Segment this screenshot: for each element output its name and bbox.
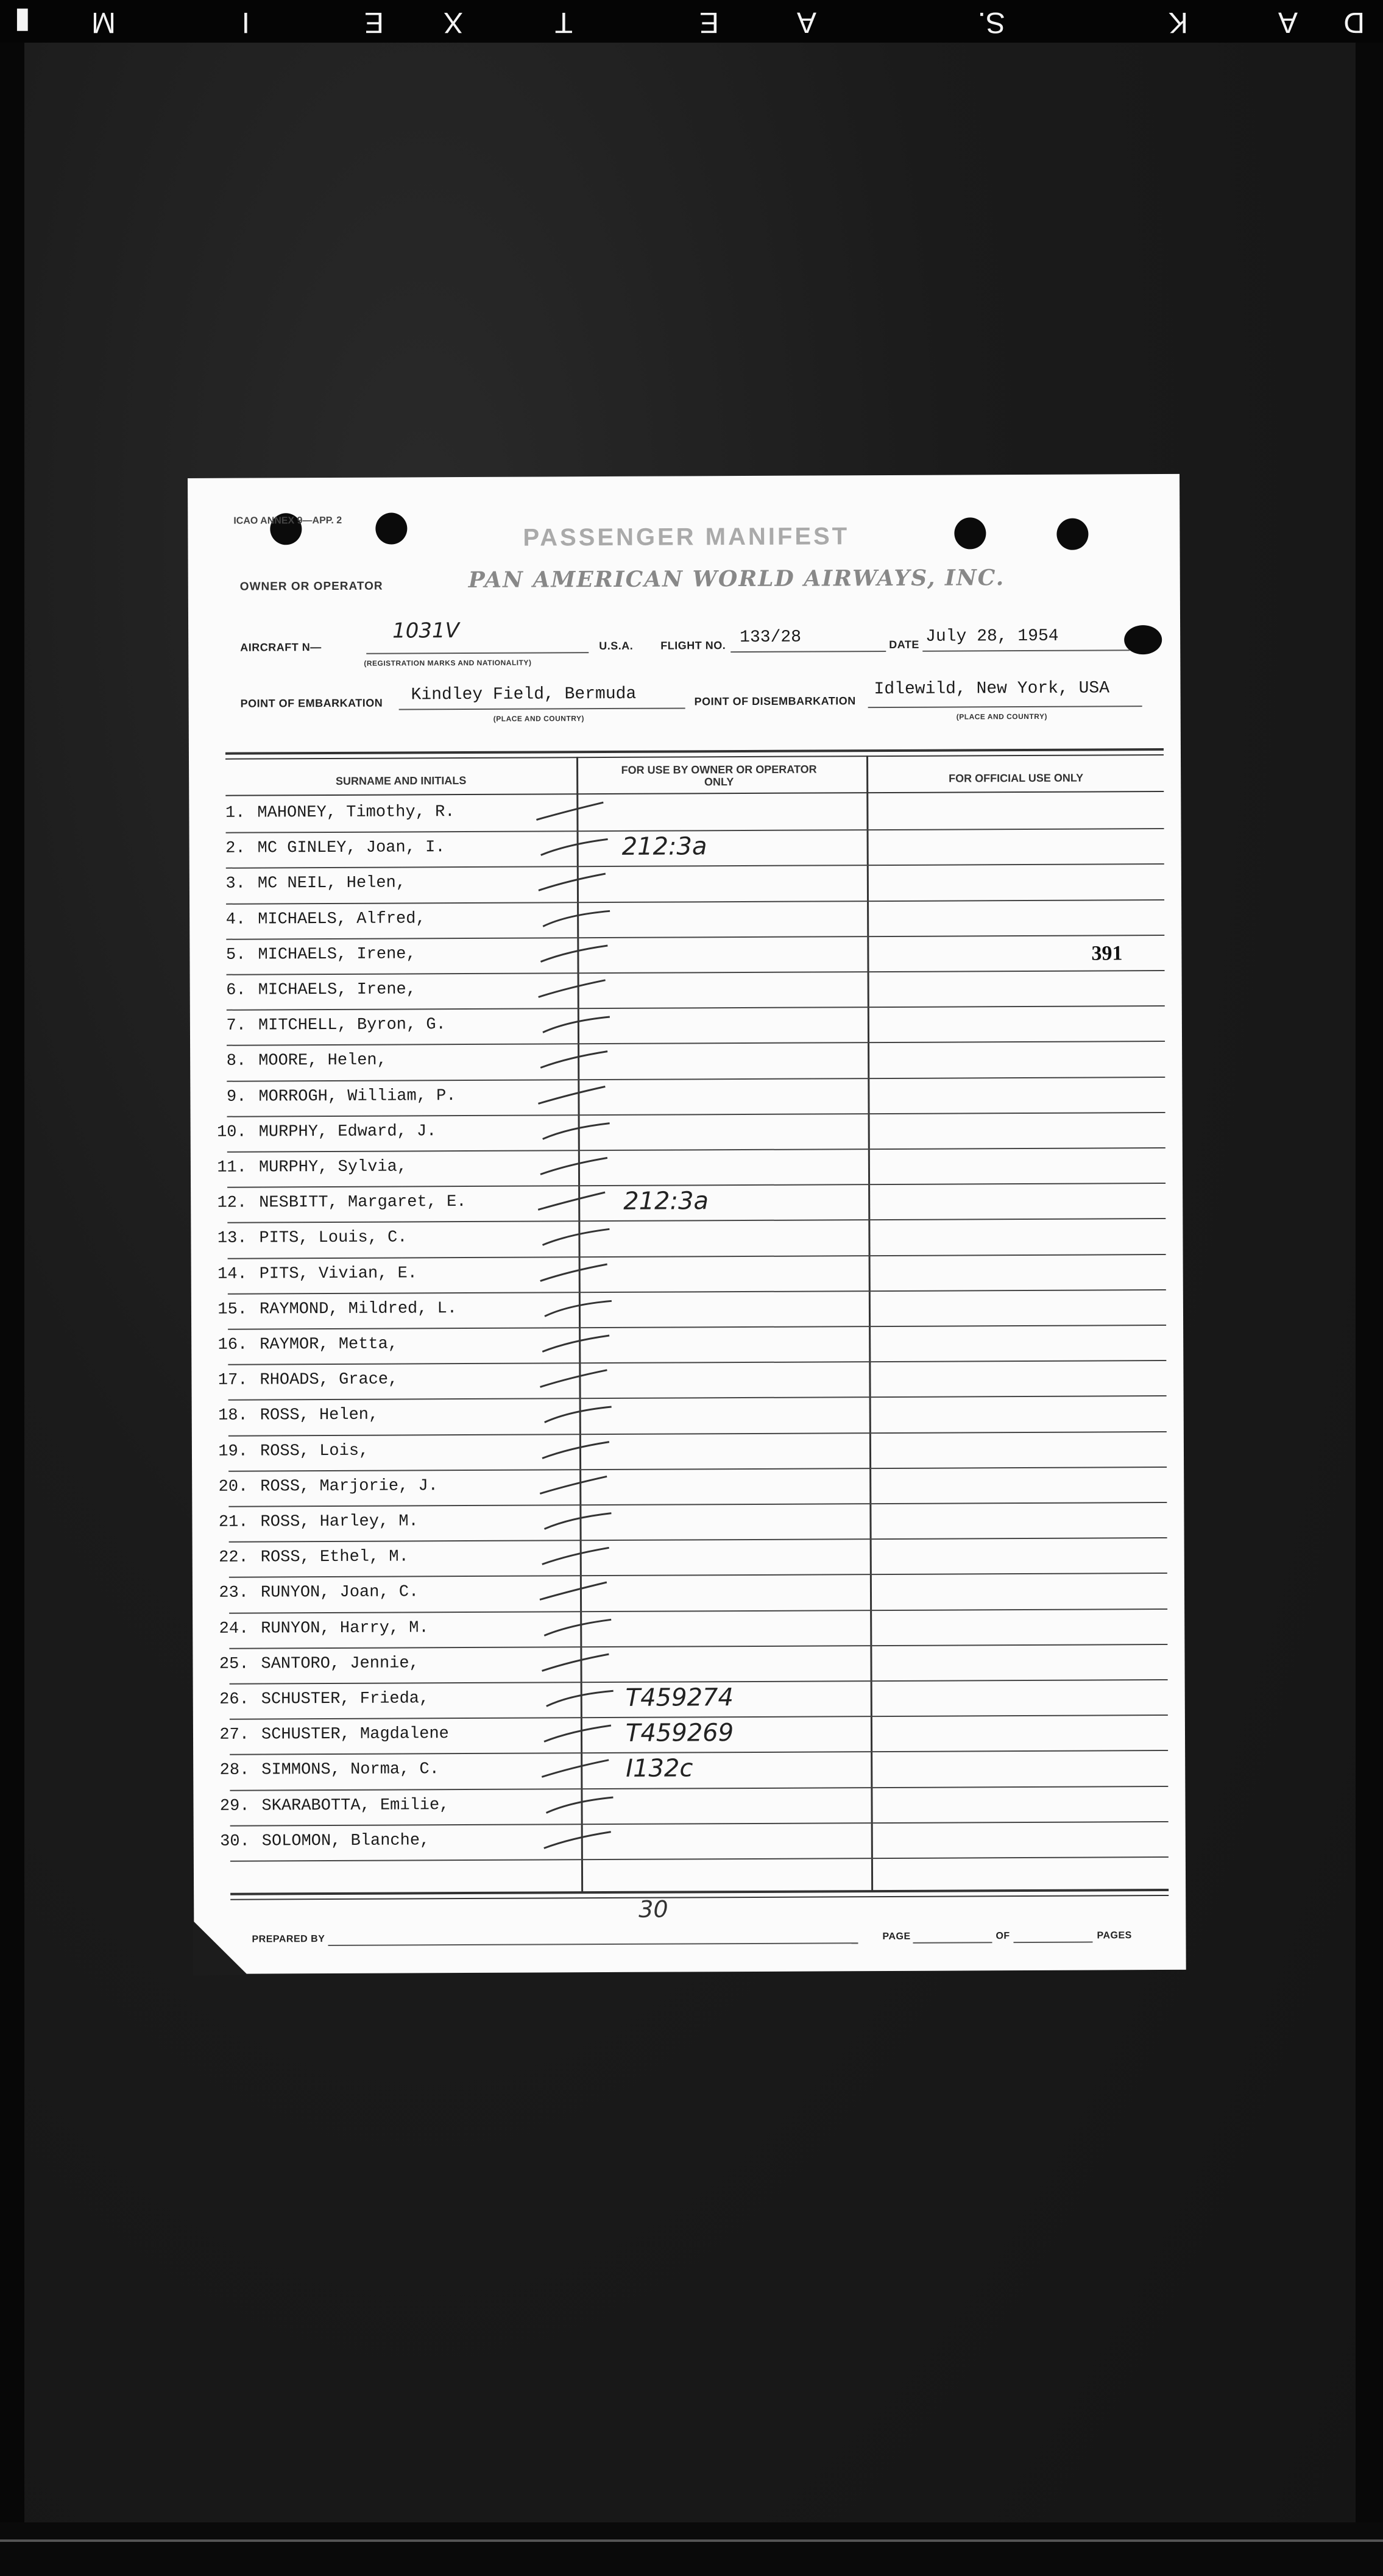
- film-edge-left: [0, 0, 24, 2576]
- check-mark-icon: [534, 1614, 625, 1639]
- row-number: 10.: [217, 1123, 247, 1142]
- row-number: 27.: [219, 1725, 250, 1744]
- punch-hole: [375, 512, 407, 544]
- table-row: [215, 1184, 1165, 1223]
- row-number: 29.: [219, 1797, 250, 1816]
- check-mark-icon: [532, 1189, 623, 1214]
- film-edge-top: [0, 0, 1383, 43]
- check-mark-icon: [534, 1543, 625, 1568]
- row-number: 15.: [218, 1300, 248, 1319]
- table-row: [216, 1468, 1167, 1507]
- table-top-rule-inner: [225, 754, 1164, 760]
- film-edge-right: [1356, 0, 1383, 2576]
- table-row: [216, 1432, 1167, 1472]
- check-mark-icon: [534, 1721, 626, 1746]
- table-row: [215, 1219, 1165, 1259]
- check-mark-icon: [535, 1827, 626, 1852]
- check-mark-icon: [534, 1756, 626, 1781]
- film-letter: D: [1343, 6, 1365, 38]
- of-label: OF: [996, 1931, 1010, 1942]
- disembarkation-sublabel: (PLACE AND COUNTRY): [956, 712, 1048, 721]
- passenger-name: MAHONEY, Timothy, R.: [257, 803, 455, 823]
- film-edge-bottom: [0, 2522, 1383, 2576]
- film-letter: E: [699, 6, 719, 38]
- passenger-name: MITCHELL, Byron, G.: [258, 1016, 446, 1035]
- check-mark-icon: [534, 1579, 625, 1604]
- table-row: [214, 901, 1164, 940]
- check-mark-icon: [532, 1295, 624, 1320]
- table-row: [214, 865, 1164, 904]
- row-number: 6.: [226, 981, 246, 1000]
- table-row: [214, 1007, 1165, 1046]
- aircraft-label: AIRCRAFT N—: [240, 641, 322, 654]
- film-letter: A: [796, 6, 816, 38]
- table-top-rule: [225, 748, 1164, 755]
- passenger-name: ROSS, Marjorie, J.: [260, 1477, 438, 1496]
- passenger-name: SCHUSTER, Frieda,: [261, 1690, 430, 1709]
- check-mark-icon: [532, 1118, 623, 1143]
- row-number: 2.: [225, 839, 246, 858]
- check-mark-icon: [531, 976, 623, 1001]
- table-row: [214, 829, 1164, 869]
- operator-note: T459274: [625, 1683, 734, 1712]
- film-letter: K: [1168, 6, 1188, 38]
- page-title: PASSENGER MANIFEST: [523, 523, 850, 551]
- aircraft-sublabel: (REGISTRATION MARKS AND NATIONALITY): [364, 658, 532, 668]
- row-number: 1.: [225, 804, 246, 823]
- passenger-name: MC NEIL, Helen,: [257, 874, 406, 893]
- film-letter: S.: [977, 6, 1005, 38]
- passenger-name: MURPHY, Edward, J.: [258, 1122, 437, 1142]
- table-row: [218, 1787, 1168, 1827]
- film-letter: A: [1278, 6, 1298, 38]
- check-mark-icon: [534, 1650, 625, 1675]
- passenger-name: PITS, Vivian, E.: [259, 1264, 418, 1284]
- flight-label: FLIGHT NO.: [660, 639, 726, 652]
- passenger-name: SIMMONS, Norma, C.: [261, 1760, 439, 1780]
- date-label: DATE: [889, 638, 919, 651]
- check-mark-icon: [534, 1685, 626, 1710]
- check-mark-icon: [532, 1153, 623, 1178]
- passenger-name: RAYMOND, Mildred, L.: [259, 1299, 458, 1319]
- check-mark-icon: [532, 1259, 624, 1284]
- passenger-name: RHOADS, Grace,: [260, 1370, 398, 1390]
- flight-underline: [730, 651, 886, 653]
- operator-note: T459269: [625, 1719, 734, 1748]
- row-number: 11.: [217, 1158, 247, 1177]
- check-mark-icon: [531, 1047, 623, 1072]
- passenger-name: NESBITT, Margaret, E.: [259, 1193, 467, 1212]
- table-row: [218, 1751, 1168, 1791]
- airline-name: PAN AMERICAN WORLD AIRWAYS, INC.: [468, 565, 1005, 593]
- embarkation-underline: [399, 707, 685, 710]
- table-row: [214, 936, 1164, 975]
- date-underline: [922, 649, 1130, 651]
- passenger-name: SOLOMON, Blanche,: [261, 1831, 430, 1851]
- film-letter: I: [241, 6, 250, 38]
- passenger-name: PITS, Louis, C.: [259, 1228, 408, 1248]
- check-mark-icon: [531, 869, 622, 894]
- table-row: [214, 971, 1165, 1011]
- check-mark-icon: [531, 1082, 623, 1107]
- check-mark-icon: [534, 1791, 626, 1816]
- punch-hole: [954, 517, 986, 549]
- check-mark-icon: [530, 799, 621, 824]
- sheet-corner: [193, 1920, 247, 1975]
- column-header-official: FOR OFFICIAL USE ONLY: [949, 771, 1084, 785]
- row-rule: [230, 1856, 1169, 1862]
- film-letter: X: [443, 6, 463, 38]
- passenger-name: MOORE, Helen,: [258, 1051, 387, 1070]
- disembarkation-underline: [868, 706, 1142, 708]
- passenger-name: MORROGH, William, P.: [258, 1086, 456, 1106]
- check-mark-icon: [532, 1366, 624, 1391]
- film-letter: T: [554, 6, 573, 38]
- embarkation-label: POINT OF EMBARKATION: [240, 696, 383, 710]
- table-row: [216, 1503, 1167, 1543]
- row-number: 26.: [219, 1690, 249, 1709]
- row-number: 19.: [218, 1442, 249, 1461]
- page-label: PAGE: [882, 1931, 911, 1942]
- passenger-name: SKARABOTTA, Emilie,: [261, 1796, 450, 1816]
- table-row: [218, 1716, 1168, 1755]
- disembarkation-value: Idlewild, New York, USA: [874, 679, 1110, 699]
- check-mark-icon: [531, 834, 622, 859]
- prepared-by-line: [328, 1942, 858, 1946]
- passenger-name: RUNYON, Harry, M.: [261, 1618, 429, 1638]
- film-letter: ▮: [14, 5, 30, 38]
- passenger-total: 30: [638, 1895, 668, 1923]
- operator-note: I132c: [626, 1754, 693, 1783]
- film-edge-lettering: [0, 0, 1383, 43]
- passenger-name: MICHAELS, Alfred,: [258, 909, 426, 929]
- punch-hole: [1124, 625, 1162, 654]
- table-row: [214, 1078, 1165, 1117]
- manifest-sheet: [188, 474, 1186, 1974]
- table-row: [217, 1574, 1167, 1613]
- check-mark-icon: [531, 941, 622, 966]
- passenger-name: MC GINLEY, Joan, I.: [257, 838, 445, 858]
- form-reference: ICAO ANNEX 9—APP. 2: [233, 515, 342, 526]
- date-value: July 28, 1954: [925, 626, 1059, 646]
- flight-value: 133/28: [740, 628, 802, 648]
- punch-hole: [1056, 518, 1088, 550]
- table-row: [214, 1042, 1165, 1081]
- row-number: 9.: [226, 1088, 247, 1106]
- table-row: [216, 1326, 1166, 1365]
- pages-label: PAGES: [1097, 1930, 1132, 1941]
- check-mark-icon: [533, 1508, 624, 1533]
- passenger-name: RUNYON, Joan, C.: [260, 1583, 419, 1602]
- table-row: [215, 1113, 1165, 1153]
- film-edge-bottom-line: [0, 2539, 1383, 2542]
- table-row: [216, 1361, 1166, 1401]
- page-line: [913, 1942, 992, 1944]
- passenger-name: MURPHY, Sylvia,: [258, 1158, 408, 1177]
- film-letter: M: [91, 6, 116, 38]
- table-bottom-rule-inner: [230, 1895, 1169, 1900]
- row-number: 5.: [225, 946, 246, 964]
- prepared-by-label: PREPARED BY: [252, 1934, 325, 1945]
- passenger-name: SANTORO, Jennie,: [261, 1654, 419, 1674]
- row-number: 13.: [217, 1229, 247, 1248]
- embarkation-sublabel: (PLACE AND COUNTRY): [493, 714, 585, 723]
- passenger-name: SCHUSTER, Magdalene: [261, 1725, 449, 1744]
- row-number: 20.: [218, 1477, 249, 1496]
- row-number: 7.: [226, 1016, 246, 1035]
- passenger-name: ROSS, Helen,: [260, 1406, 379, 1425]
- table-row: [217, 1645, 1167, 1685]
- row-number: 25.: [219, 1655, 249, 1674]
- row-number: 12.: [217, 1194, 247, 1212]
- row-number: 24.: [219, 1619, 249, 1638]
- column-header-name: SURNAME AND INITIALS: [335, 774, 467, 787]
- passenger-name: ROSS, Ethel, M.: [260, 1548, 409, 1567]
- table-row: [216, 1396, 1167, 1436]
- check-mark-icon: [533, 1401, 624, 1426]
- embarkation-value: Kindley Field, Bermuda: [411, 684, 637, 705]
- check-mark-icon: [532, 1224, 623, 1249]
- row-number: 3.: [225, 874, 246, 894]
- passenger-name: RAYMOR, Metta,: [260, 1335, 398, 1354]
- row-number: 18.: [218, 1406, 248, 1426]
- table-row: [215, 1148, 1165, 1188]
- row-number: 23.: [219, 1583, 249, 1603]
- row-number: 14.: [218, 1265, 247, 1284]
- check-mark-icon: [533, 1473, 624, 1498]
- table-row: [218, 1680, 1168, 1720]
- row-number: 4.: [225, 910, 246, 929]
- official-note: 391: [1091, 942, 1123, 965]
- table-row: [216, 1255, 1166, 1295]
- table-row: [217, 1538, 1167, 1578]
- operator-note: 212:3a: [623, 1187, 709, 1216]
- check-mark-icon: [532, 1331, 624, 1356]
- row-number: 22.: [219, 1548, 249, 1567]
- check-mark-icon: [533, 1437, 624, 1462]
- row-number: 8.: [226, 1052, 247, 1071]
- passenger-name: MICHAELS, Irene,: [258, 980, 416, 1000]
- passenger-name: ROSS, Harley, M.: [260, 1512, 419, 1532]
- of-line: [1013, 1942, 1092, 1944]
- table-bottom-rule: [230, 1889, 1169, 1895]
- table-row: [217, 1610, 1167, 1649]
- column-header-owner: FOR USE BY OWNER OR OPERATOR ONLY: [621, 763, 817, 788]
- row-number: 17.: [218, 1371, 248, 1390]
- owner-label: OWNER OR OPERATOR: [239, 579, 383, 593]
- row-number: 21.: [218, 1513, 249, 1532]
- usa-label: U.S.A.: [599, 639, 634, 653]
- row-number: 28.: [219, 1761, 250, 1780]
- table-row: [213, 794, 1164, 833]
- check-mark-icon: [531, 905, 622, 930]
- disembarkation-label: POINT OF DISEMBARKATION: [694, 695, 856, 708]
- table-row: [218, 1822, 1169, 1862]
- aircraft-underline: [366, 652, 589, 654]
- row-number: 30.: [220, 1832, 250, 1851]
- film-letter: E: [364, 6, 384, 38]
- aircraft-value: 1031V: [392, 618, 459, 643]
- table-row: [216, 1290, 1166, 1330]
- passenger-name: MICHAELS, Irene,: [258, 945, 416, 964]
- row-number: 16.: [218, 1336, 248, 1354]
- passenger-name: ROSS, Lois,: [260, 1442, 369, 1461]
- check-mark-icon: [531, 1011, 623, 1036]
- operator-note: 212:3a: [621, 832, 707, 862]
